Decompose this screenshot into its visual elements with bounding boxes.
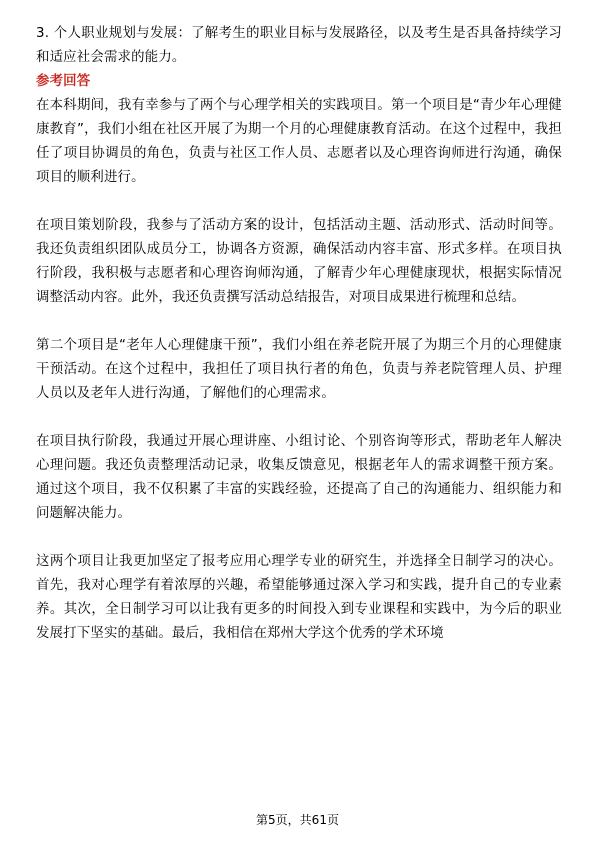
answer-heading: 参考回答	[36, 74, 91, 89]
paragraph-gap	[36, 526, 562, 550]
paragraph-gap	[36, 310, 562, 334]
page-number: 第5页，共61页	[256, 813, 339, 827]
paragraph-gap	[36, 406, 562, 430]
paragraph-4: 在项目执行阶段，我通过开展心理讲座、小组讨论、个别咨询等形式，帮助老年人解决心理问题。我还负责整理活动记录，收集反馈意见，根据老年人的需求调整干预方案。通过这个项目，我不仅积累了丰富的实践经验，还提高了自己的沟通能力、组织能力和问题解决能力。	[36, 434, 562, 521]
document-body	[36, 22, 562, 646]
paragraph-2: 在项目策划阶段，我参与了活动方案的设计，包括活动主题、活动形式、活动时间等。我还负责组织团队成员分工，协调各方资源，确保活动内容丰富、形式多样。在项目执行阶段，我积极与志愿者和心理咨询师沟通，了解青少年心理健康现状，根据实际情况调整活动内容。此外，我还负责撰写活动总结报告，对项目成果进行梳理和总结。	[36, 218, 562, 305]
paragraph-1: 在本科期间，我有幸参与了两个与心理学相关的实践项目。第一个项目是“青少年心理健康教育”，我们小组在社区开展了为期一个月的心理健康教育活动。在这个过程中，我担任了项目协调员的角色，负责与社区工作人员、志愿者以及心理咨询师进行沟通，确保项目的顺利进行。	[36, 98, 562, 185]
question-text: 3. 个人职业规划与发展：了解考生的职业目标与发展路径，以及考生是否具备持续学习和适应社会需求的能力。	[36, 26, 562, 65]
paragraph-5: 这两个项目让我更加坚定了报考应用心理学专业的研究生，并选择全日制学习的决心。首先，我对心理学有着浓厚的兴趣，希望能够通过深入学习和实践，提升自己的专业素养。其次，全日制学习可以让我有更多的时间投入到专业课程和实践中，为今后的职业发展打下坚实的基础。最后，我相信在郑州大学这个优秀的学术环境	[36, 554, 562, 641]
paragraph-gap	[36, 190, 562, 214]
paragraph-3: 第二个项目是“老年人心理健康干预”，我们小组在养老院开展了为期三个月的心理健康干预活动。在这个过程中，我担任了项目执行者的角色，负责与养老院管理人员、护理人员以及老年人进行沟通，了解他们的心理需求。	[36, 338, 562, 401]
